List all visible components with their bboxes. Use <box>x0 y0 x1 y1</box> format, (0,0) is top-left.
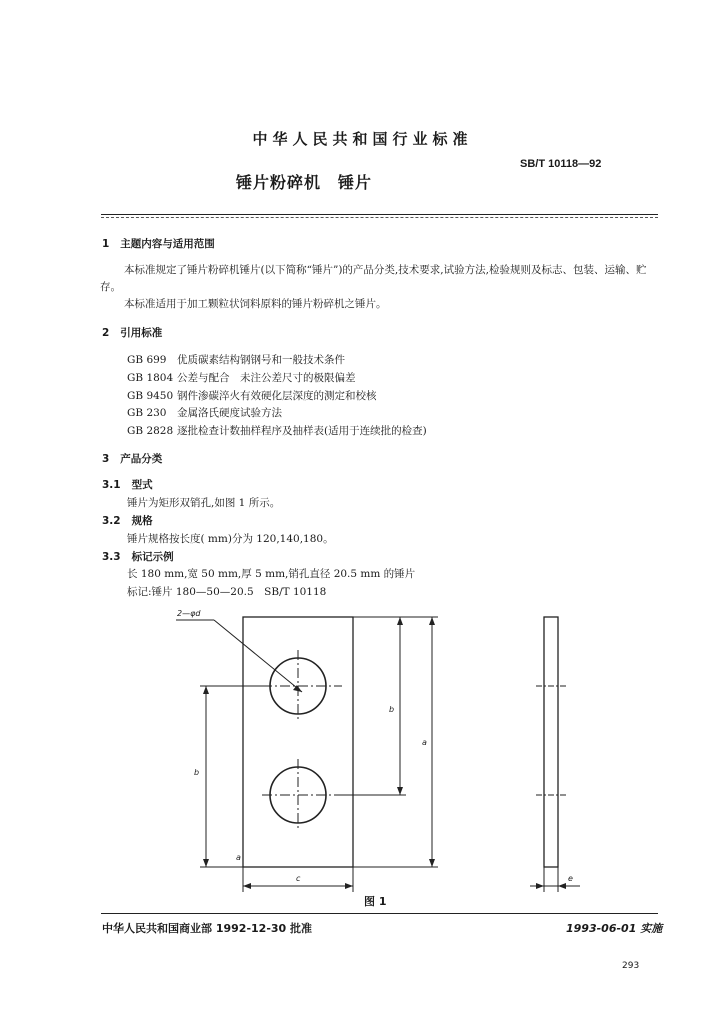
dim-a-label: a <box>422 738 427 747</box>
reference-code: GB 230 <box>127 407 167 419</box>
arrowhead <box>397 617 403 625</box>
section-3-1-number: 3.1 <box>102 479 121 491</box>
section-1-title: 主题内容与适用范围 <box>120 238 215 250</box>
section-1-para-2: 本标准适用于加工颗粒状饲料原料的锤片粉碎机之锤片。 <box>124 298 387 310</box>
reference-title: 公差与配合 未注公差尺寸的极限偏差 <box>177 372 356 384</box>
section-2-title: 引用标准 <box>120 327 163 339</box>
section-1-para-1: 本标准规定了锤片粉碎机锤片(以下简称“锤片”)的产品分类,技术要求,试验方法,检验规则及标志、包装、运输、贮存。 <box>100 264 647 293</box>
section-3-number: 3 <box>102 453 110 465</box>
hole-leader-line <box>214 620 302 692</box>
effective-date: 1993-06-01 实施 <box>566 922 663 935</box>
section-3-2-text: 锤片规格按长度( mm)分为 120,140,180。 <box>127 533 334 545</box>
section-3-3-number: 3.3 <box>102 551 121 563</box>
section-3-1-text: 锤片为矩形双销孔,如图 1 所示。 <box>127 497 281 509</box>
section-3-3-text-1: 长 180 mm,宽 50 mm,厚 5 mm,销孔直径 20.5 mm 的锤片 <box>127 568 416 580</box>
reference-code: GB 1804 <box>127 372 174 384</box>
arrowhead <box>397 787 403 795</box>
page-number: 293 <box>622 961 640 971</box>
section-3-title: 产品分类 <box>120 453 163 465</box>
arrowhead <box>243 883 251 889</box>
issuing-organization: 中华人民共和国行业标准 <box>252 130 473 148</box>
dim-a-small-label: a <box>236 853 241 862</box>
arrowhead <box>536 883 544 889</box>
side-view-outline <box>544 617 558 867</box>
reference-code: GB 699 <box>127 354 167 366</box>
arrowhead <box>203 859 209 867</box>
section-1-number: 1 <box>102 238 110 250</box>
dim-b-left-label: b <box>194 768 200 777</box>
reference-code: GB 9450 <box>127 390 174 402</box>
dim-c-label: c <box>296 874 301 883</box>
reference-code: GB 2828 <box>127 425 174 437</box>
document-title: 锤片粉碎机 锤片 <box>236 173 373 192</box>
hole-diameter-label: 2—φd <box>177 609 201 618</box>
footer-rule <box>101 913 658 914</box>
reference-title: 逐批检查计数抽样程序及抽样表(适用于连续批的检查) <box>177 425 427 437</box>
standard-code: SB/T 10118—92 <box>520 158 602 170</box>
reference-title: 金属洛氏硬度试验方法 <box>177 407 282 419</box>
section-3-1-title: 型式 <box>131 479 153 491</box>
figure-caption: 图 1 <box>364 895 387 908</box>
arrowhead <box>429 617 435 625</box>
arrowhead <box>345 883 353 889</box>
section-3-2-title: 规格 <box>131 515 153 527</box>
section-3-3-title: 标记示例 <box>131 551 174 563</box>
dim-e-label: e <box>568 874 573 883</box>
arrowhead <box>203 686 209 694</box>
section-3-3-text-2: 标记:锤片 180—50—20.5 SB/T 10118 <box>127 586 327 598</box>
dim-b-right-label: b <box>389 705 395 714</box>
approval-info: 中华人民共和国商业部 1992-12-30 批准 <box>102 922 313 935</box>
arrowhead <box>429 859 435 867</box>
reference-title: 钢件渗碳淬火有效硬化层深度的测定和校核 <box>177 390 377 402</box>
arrowhead <box>558 883 566 889</box>
section-3-2-number: 3.2 <box>102 515 121 527</box>
reference-title: 优质碳素结构钢钢号和一般技术条件 <box>177 354 345 366</box>
section-2-number: 2 <box>102 327 110 339</box>
